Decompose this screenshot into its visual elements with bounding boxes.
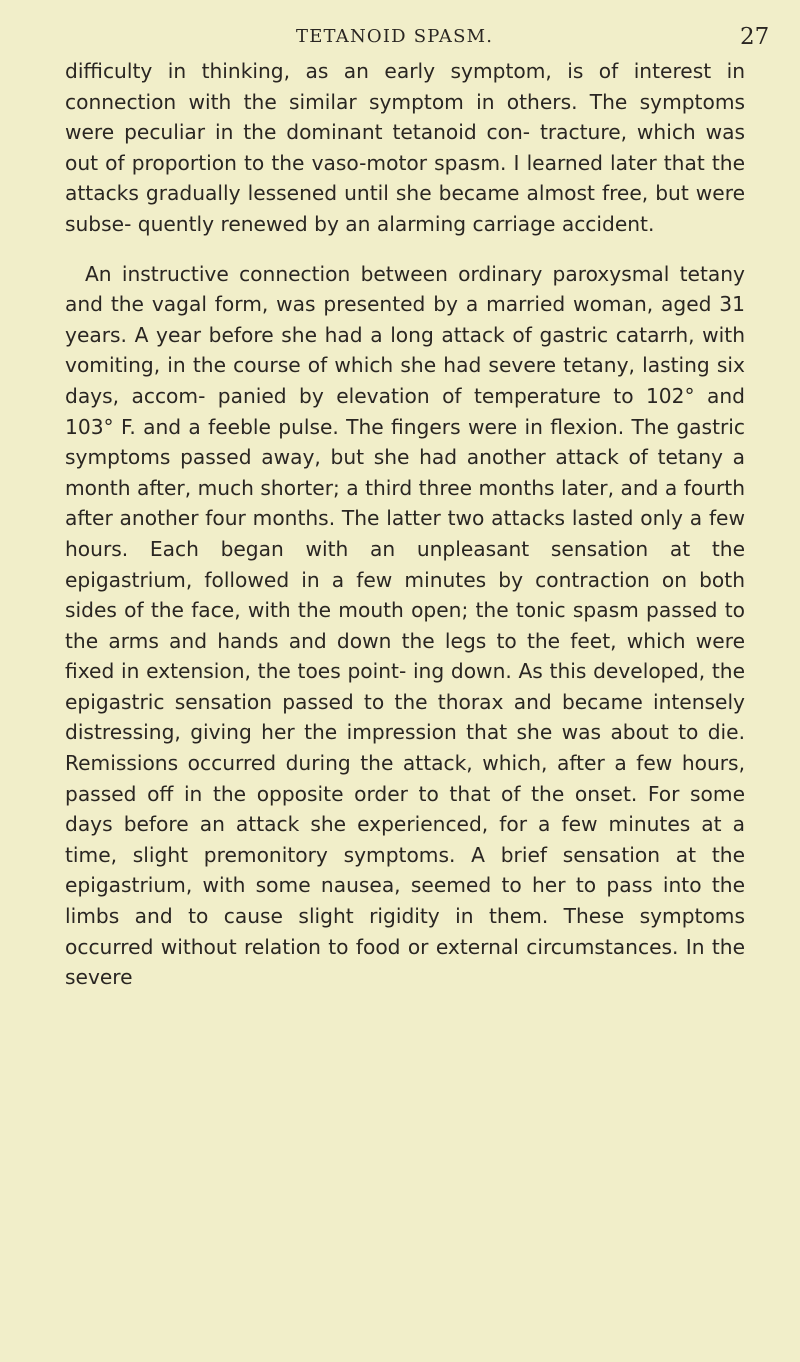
running-title: TETANOID SPASM. <box>296 26 494 47</box>
running-head <box>0 26 800 56</box>
page-number: 27 <box>740 24 770 50</box>
body-text <box>65 56 745 993</box>
paragraph-case-report: An instructive connection between ordinary paroxysmal tetany and the vagal form, was presented by a married woman, aged 31 years. A year before she had a long attack of gastric catarrh, with vomiting, in the course of which she had severe tetany, lasting six days, accom- panied by elevation of temperature to 102° and 103° F. and a feeble pulse. The fingers were in flexion. The gastric symptoms passed away, but she had another attack of tetany a month after, much shorter; a third three months later, and a fourth after another four months. The latter two attacks lasted only a few hours. Each began with an unpleasant sensation at the epigastrium, followed in a few minutes by contraction on both sides of the face, with the mouth open; the tonic spasm passed to the arms and hands and down the legs to the feet, which were fixed in extension, the toes point- ing down. As this developed, the epigastric sensation passed to the thorax and became intensely distressing, giving her the impression that she was about to die. Remissions occurred during the attack, which, after a few hours, passed off in the opposite order to that of the onset. For some days before an attack she experienced, for a few minutes at a time, slight premonitory symptoms. A brief sensation at the epigastrium, with some nausea, seemed to her to pass into the limbs and to cause slight rigidity in them. These symptoms occurred without relation to food or external circumstances. In the severe <box>65 261 745 990</box>
paragraph-continued: difficulty in thinking, as an early symptom, is of interest in connection with the similar symptom in others. The symptoms were peculiar in the dominant tetanoid con- tracture, which was out of proportion to the vaso-motor spasm. I learned later that the attacks gradually lessened until she became almost free, but were subse- quently renewed by an alarming carriage accident. <box>65 59 745 236</box>
